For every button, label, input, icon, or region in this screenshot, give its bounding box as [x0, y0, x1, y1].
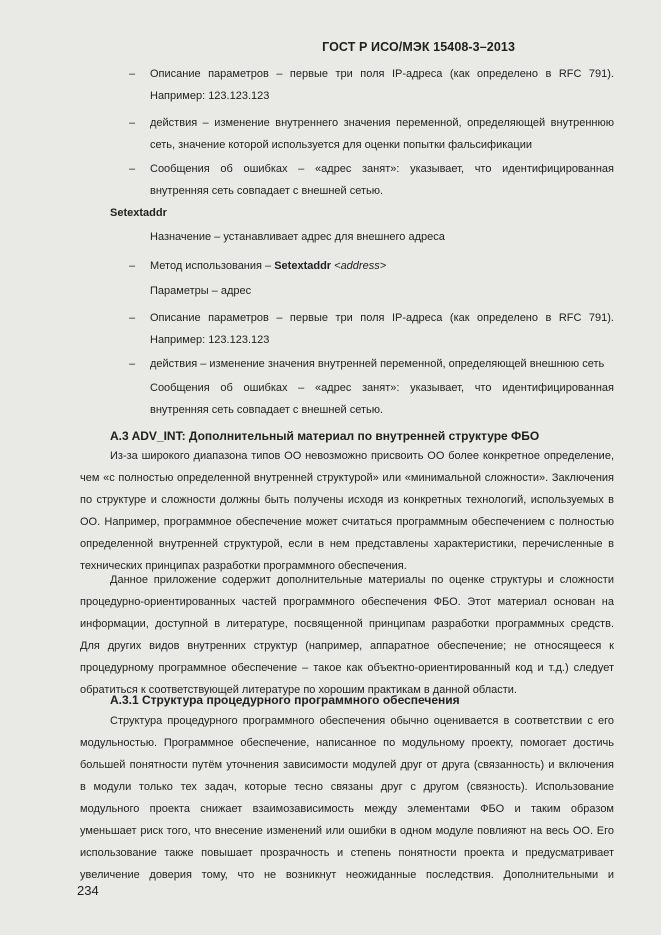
text-line: Назначение – устанавливает адрес для внешнего адреса [150, 231, 445, 243]
list-item [150, 353, 614, 375]
text-line: процедурно-ориентированных частей программного обеспечения ФБО. Этот материал основан на [80, 596, 614, 608]
text-line: действия – изменение значения внутренней переменной, определяющей внешнюю сеть [150, 358, 605, 370]
text-line: Сообщения об ошибках – «адрес занят»: указывает, что идентифицированная [150, 163, 614, 175]
subsection-heading: A.3.1 Структура процедурного программного обеспечения [110, 693, 460, 707]
usage-text [150, 255, 614, 277]
paragraph [80, 710, 614, 886]
document-header-title: ГОСТ Р ИСО/МЭК 15408-3–2013 [322, 40, 515, 54]
text-line: сеть, значение которой используется для оценки попытки фальсификации [150, 139, 533, 151]
list-item [150, 307, 614, 351]
text-line: использование также повышает прозрачность и степень понятности проекта и предусматривает [80, 847, 614, 859]
text-line: Например: 123.123.123 [150, 334, 270, 346]
text-line: Из-за широкого диапазона типов ОО невозможно присвоить ОО более конкретное определение, [110, 450, 614, 462]
term-heading: Setextaddr [110, 207, 167, 219]
purpose-text [150, 226, 614, 248]
text-line: обратиться к соответствующей литературе по хорошим практикам в данной области. [80, 684, 517, 696]
params-text [150, 280, 614, 302]
text-line [150, 255, 614, 277]
text-line: большей понятности путём уточнения зависимости модулей друг от друга (связанность) и включения [80, 759, 614, 771]
list-dash: – [129, 312, 136, 324]
text-line: Описание параметров – первые три поля IP-адреса (как определено в RFC 791). [150, 68, 614, 80]
section-heading: A.3 ADV_INT: Дополнительный материал по внутренней структуре ФБО [110, 429, 540, 443]
list-dash: – [129, 68, 136, 80]
text-line: ОО. Например, программное обеспечение может считаться программным обеспечением с полностью [80, 516, 614, 528]
text-line: технических принципах разработки программного обеспечения. [80, 560, 407, 572]
text-line: Описание параметров – первые три поля IP-адреса (как определено в RFC 791). [150, 312, 614, 324]
text-line: действия – изменение внутреннего значения переменной, определяющей внутреннюю [150, 117, 614, 129]
usage-argument: <address> [334, 260, 387, 272]
text-line: по структуре и сложности должны быть получены исходя из конкретных технологий, используемых в [80, 494, 614, 506]
text-line: увеличение доверия тому, что не возникнут неожиданные последствия. Дополнительными и [80, 869, 614, 881]
text-line: Данное приложение содержит дополнительные материалы по оценке структуры и сложности [110, 574, 614, 586]
errors-text [150, 377, 614, 421]
text-line: Параметры – адрес [150, 285, 252, 297]
usage-prefix: Метод использования – [150, 260, 272, 272]
list-item [150, 63, 614, 107]
text-line: уменьшает риск того, что внесение изменений или ошибки в одном модуле повлияют на весь ОО. Его [80, 825, 614, 837]
list-dash: – [129, 163, 136, 175]
text-line: модульностью. Программное обеспечение, написанное по модульному проекту, помогает достичь [80, 737, 614, 749]
text-line: Структура процедурного программного обеспечения обычно оценивается в соответствии с его [110, 715, 614, 727]
list-dash: – [129, 117, 136, 129]
paragraph [80, 569, 614, 701]
text-line: процедурному программное обеспечение – такое как объектно-ориентированный код и т.д.) следует [80, 662, 614, 674]
text-line: Например: 123.123.123 [150, 90, 270, 102]
text-line: Сообщения об ошибках – «адрес занят»: указывает, что идентифицированная [150, 382, 614, 394]
text-line: Для других видов внутренних структур (например, аппаратное обеспечение; не относящееся к [80, 640, 614, 652]
text-line: внутренняя сеть совпадает с внешней сетью. [150, 404, 384, 416]
text-line: информации, доступной в литературе, посвященной принципам разработки программных средств. [80, 618, 614, 630]
text-line: внутренняя сеть совпадает с внешней сетью. [150, 185, 384, 197]
usage-command: Setextaddr [274, 260, 332, 272]
list-dash: – [129, 260, 136, 272]
list-item [150, 112, 614, 156]
text-line: определенной внутренней структурой, если в нем представлены характеристики, перечисленные в [80, 538, 614, 550]
list-item [150, 158, 614, 202]
paragraph [80, 445, 614, 577]
page-number: 234 [77, 883, 99, 898]
text-line: в модули только тех задач, которые тесно связаны друг с другом (связность). Использование [80, 781, 614, 793]
text-line: модульного проекта снижает взаимозависимость между элементами ФБО и таким образом [80, 803, 614, 815]
list-dash: – [129, 358, 136, 370]
text-line: чем «с полностью определенной внутренней структурой» или «минимальной сложности». Заключения [80, 472, 614, 484]
